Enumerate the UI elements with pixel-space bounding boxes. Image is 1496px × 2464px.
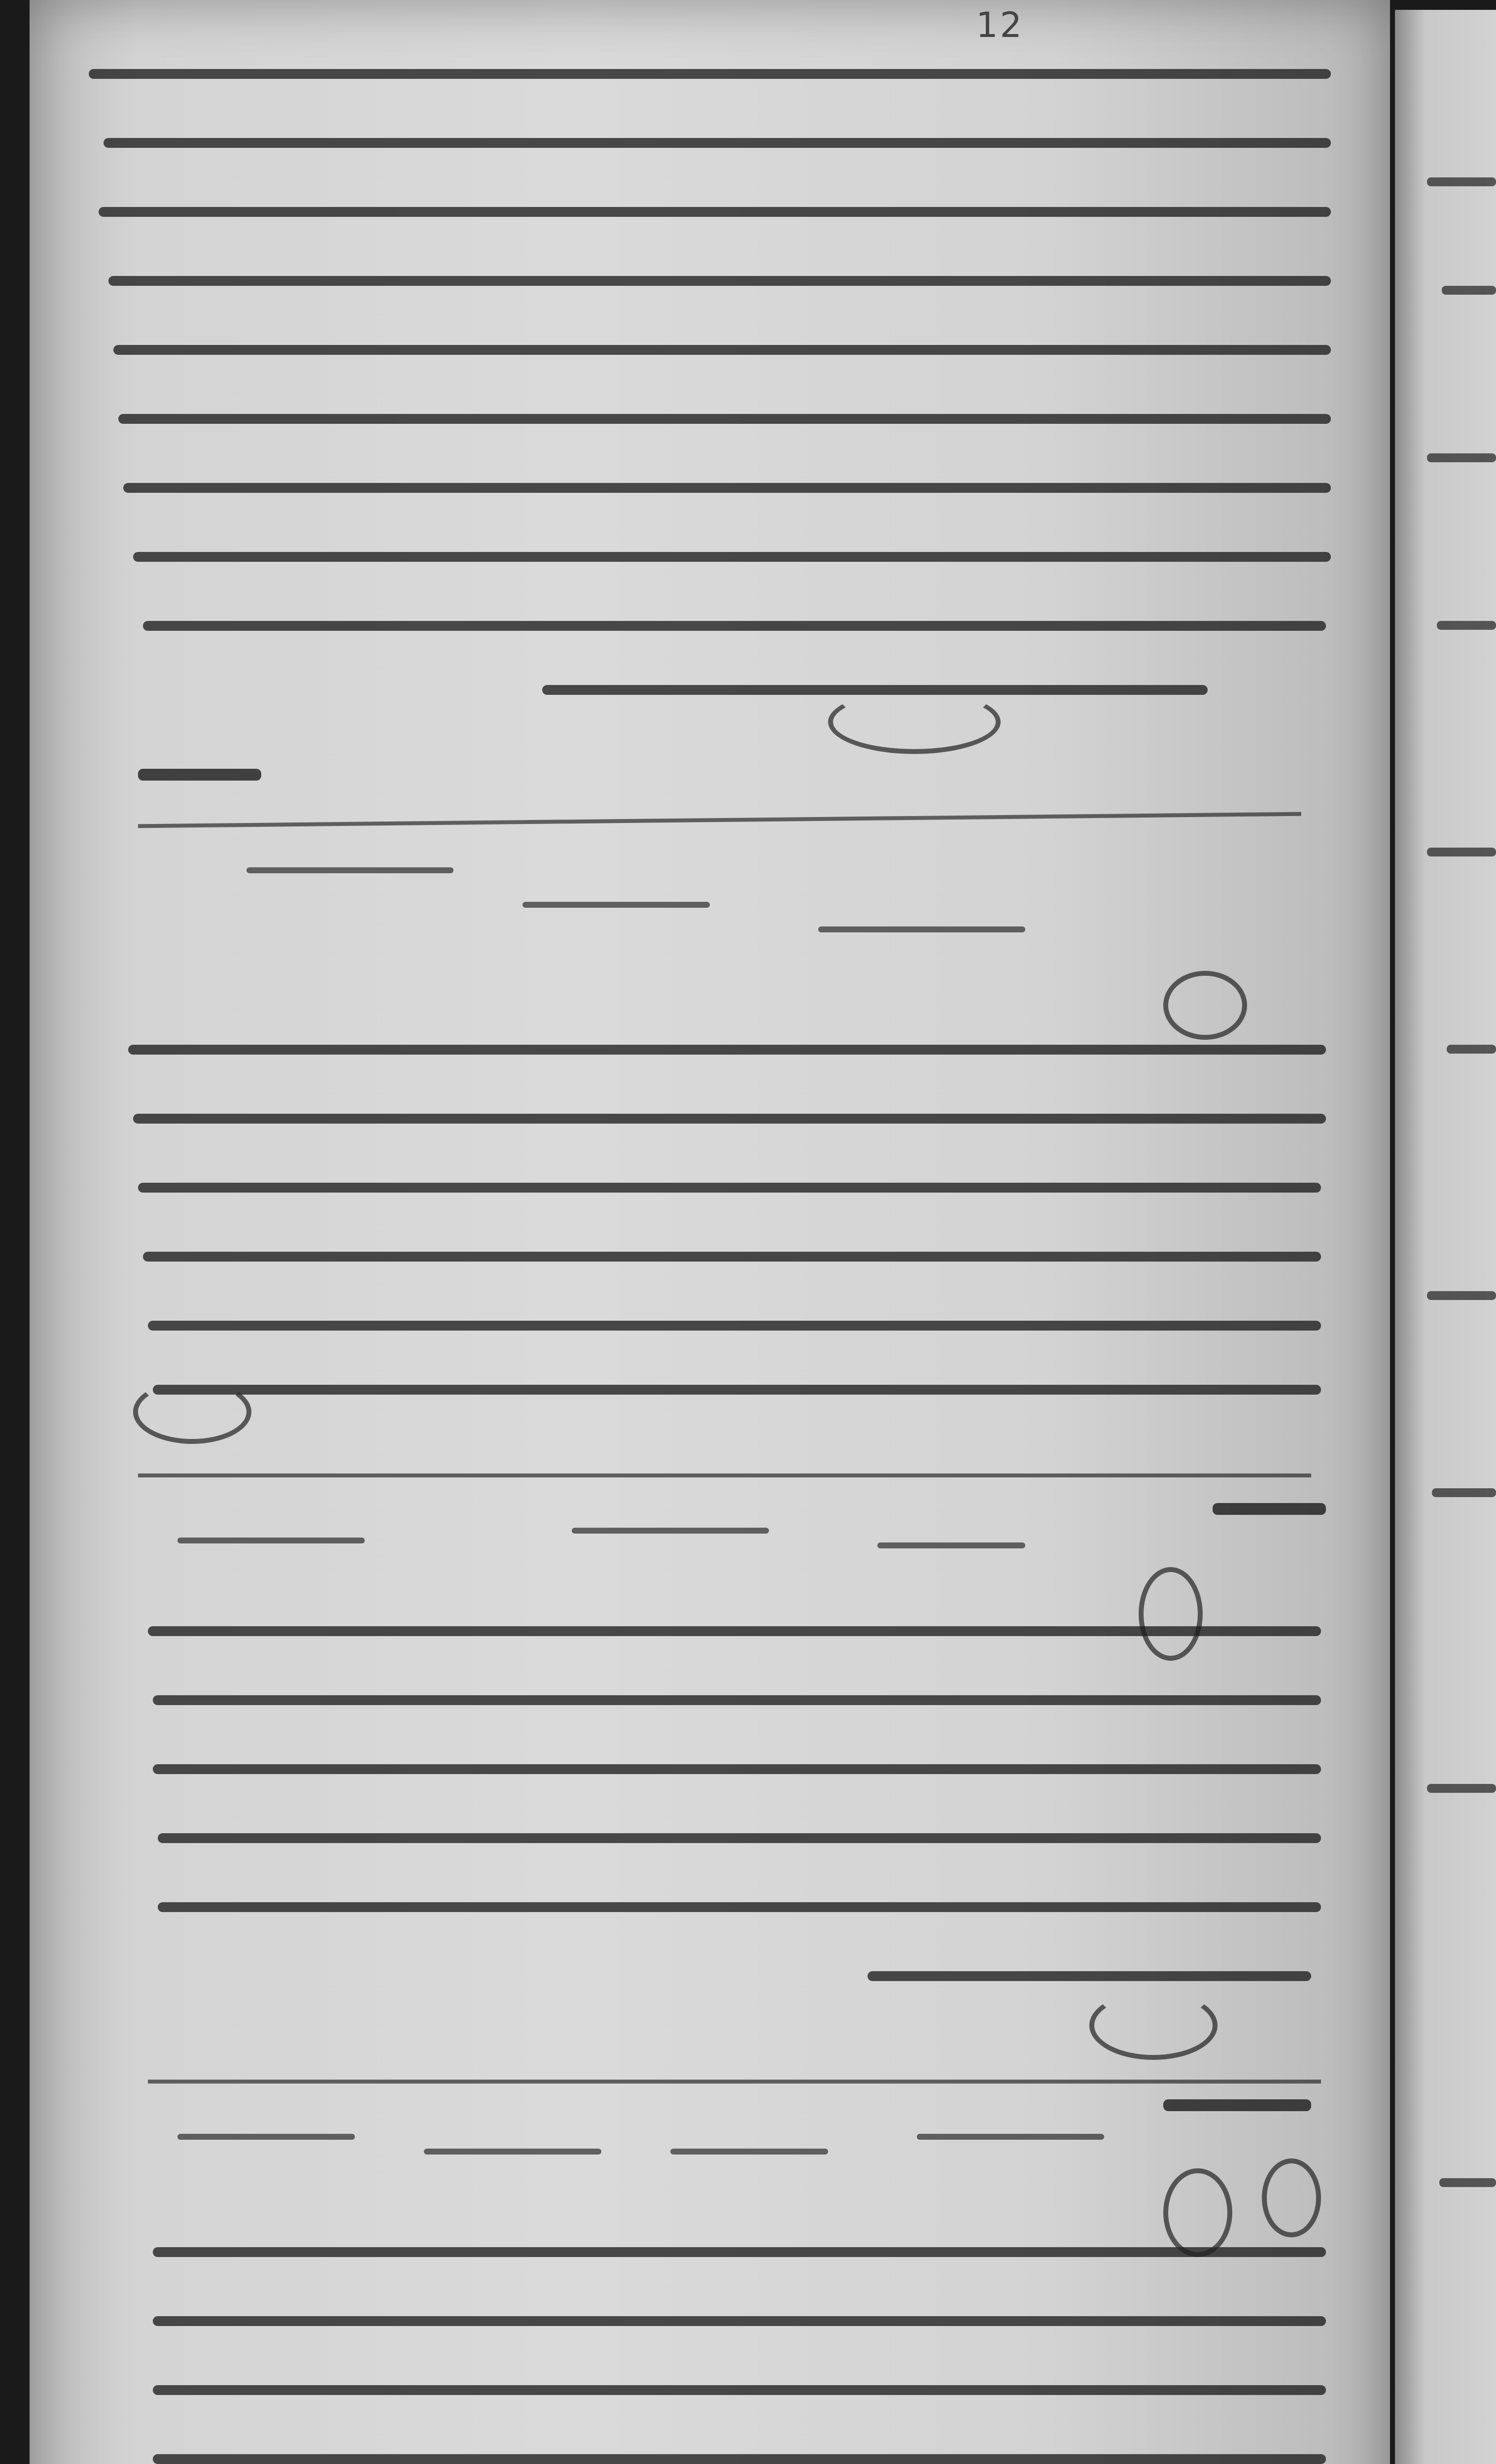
handwritten-line bbox=[153, 2385, 1326, 2395]
signature-flourish bbox=[133, 1380, 251, 1444]
handwritten-line bbox=[153, 2247, 1326, 2257]
handwritten-line bbox=[868, 1971, 1311, 1981]
handwritten-line bbox=[138, 1183, 1321, 1193]
adjacent-page-text bbox=[1427, 848, 1496, 856]
handwritten-line bbox=[104, 138, 1331, 148]
adjacent-page-text bbox=[1427, 177, 1496, 186]
handwritten-label bbox=[877, 1542, 1025, 1548]
handwritten-mark bbox=[1262, 2158, 1321, 2237]
handwritten-label bbox=[177, 2134, 355, 2140]
handwritten-line bbox=[153, 2454, 1326, 2464]
adjacent-page-text bbox=[1427, 1291, 1496, 1300]
handwritten-line bbox=[108, 276, 1331, 286]
handwritten-line bbox=[148, 1626, 1321, 1636]
handwritten-line bbox=[113, 345, 1331, 355]
handwritten-heading bbox=[1163, 2099, 1311, 2111]
handwritten-line bbox=[123, 483, 1331, 493]
handwritten-mark bbox=[1163, 971, 1247, 1040]
handwritten-label bbox=[246, 867, 453, 873]
handwritten-line bbox=[153, 1695, 1321, 1705]
handwritten-line bbox=[158, 1833, 1321, 1843]
handwritten-label bbox=[670, 2149, 828, 2155]
handwritten-line bbox=[153, 1764, 1321, 1774]
signature-flourish bbox=[1089, 1991, 1218, 2060]
adjacent-page-text bbox=[1447, 1045, 1496, 1054]
adjacent-page-text bbox=[1437, 621, 1496, 630]
handwritten-label bbox=[424, 2149, 601, 2155]
adjacent-page-text bbox=[1427, 453, 1496, 462]
handwritten-line bbox=[89, 69, 1331, 79]
handwritten-label bbox=[522, 902, 710, 908]
section-divider bbox=[138, 1473, 1311, 1477]
handwritten-line bbox=[133, 1114, 1326, 1124]
adjacent-page-text bbox=[1442, 286, 1496, 295]
handwritten-label bbox=[917, 2134, 1104, 2140]
handwritten-line bbox=[133, 552, 1331, 562]
signature-flourish bbox=[828, 690, 1001, 754]
section-divider bbox=[138, 812, 1301, 828]
handwritten-heading bbox=[1213, 1503, 1326, 1515]
handwritten-line bbox=[153, 2316, 1326, 2326]
folio-number: 12 bbox=[976, 5, 1024, 45]
handwritten-line bbox=[143, 1252, 1321, 1262]
adjacent-page-edge bbox=[1395, 10, 1496, 2464]
handwritten-line bbox=[158, 1902, 1321, 1912]
handwritten-heading bbox=[138, 769, 261, 781]
signature-flourish bbox=[1163, 2168, 1232, 2257]
handwritten-label bbox=[572, 1528, 769, 1534]
handwritten-line bbox=[143, 621, 1326, 631]
handwritten-mark bbox=[1139, 1567, 1203, 1661]
handwritten-line bbox=[128, 1045, 1326, 1055]
handwritten-line bbox=[148, 1321, 1321, 1331]
adjacent-page-text bbox=[1427, 1784, 1496, 1793]
handwritten-line bbox=[153, 1385, 1321, 1395]
handwritten-label bbox=[818, 926, 1025, 932]
adjacent-page-text bbox=[1439, 2178, 1496, 2187]
handwritten-label bbox=[177, 1538, 365, 1543]
handwritten-line bbox=[99, 207, 1331, 217]
section-divider bbox=[148, 2080, 1321, 2084]
adjacent-page-text bbox=[1432, 1488, 1496, 1497]
handwritten-line bbox=[118, 414, 1331, 424]
ledger-page bbox=[30, 0, 1390, 2464]
